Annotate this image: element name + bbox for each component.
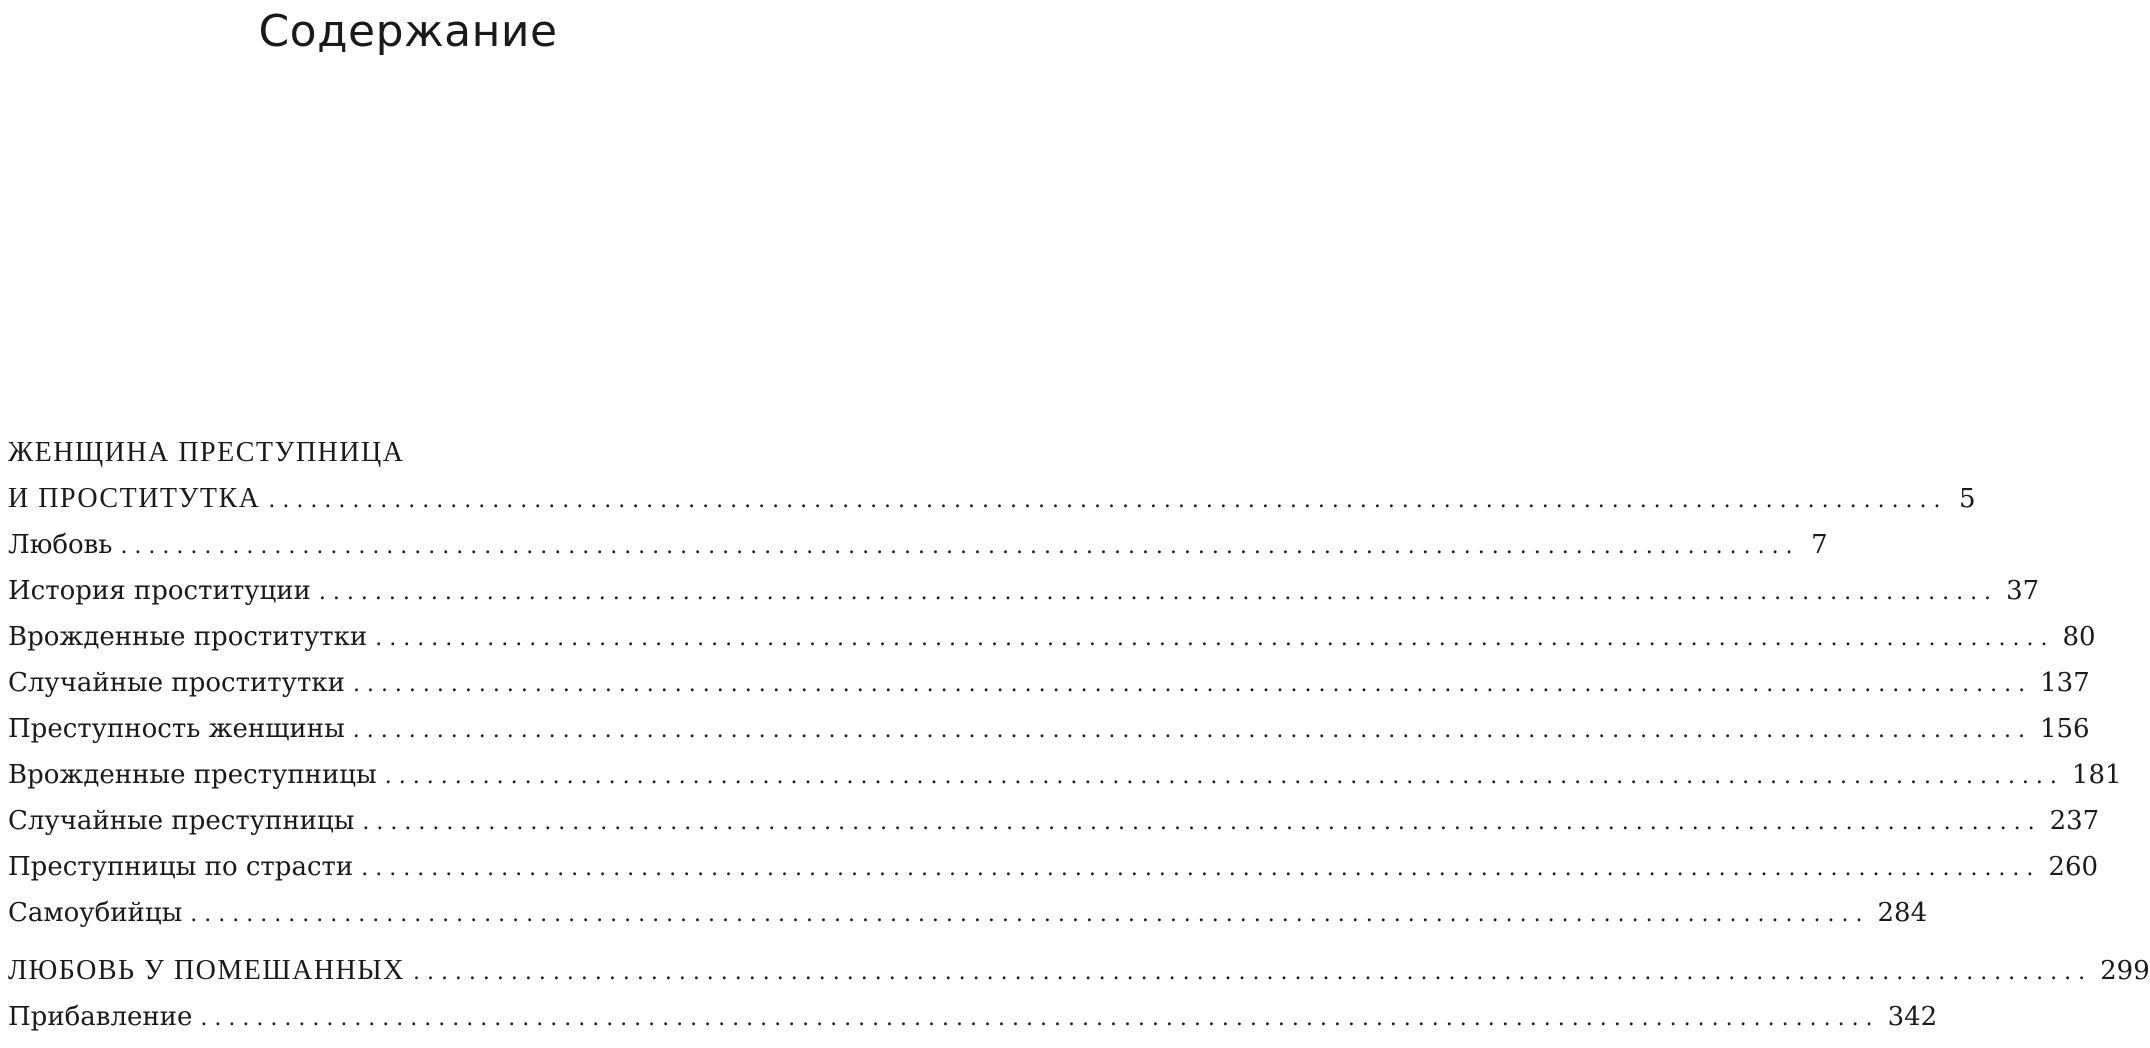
toc-chapter-label: Врожденные преступницы bbox=[8, 760, 377, 790]
toc-part-title-line1: ЖЕНЩИНА ПРЕСТУПНИЦА bbox=[8, 437, 405, 468]
toc-chapter-label: Врожденные проститутки bbox=[8, 622, 368, 652]
toc-page-number: 284 bbox=[1877, 898, 1928, 928]
toc-appendix-label: Прибавление bbox=[8, 1002, 193, 1032]
toc-part-love-insane[interactable] bbox=[8, 948, 2150, 994]
toc-chapter-item[interactable] bbox=[8, 660, 2090, 706]
toc-appendix[interactable] bbox=[8, 994, 1938, 1040]
toc-chapter-item[interactable] bbox=[8, 844, 2099, 890]
toc-page-number: 5 bbox=[1959, 484, 1976, 514]
toc-page-number: 137 bbox=[2040, 668, 2090, 698]
toc-page-number: 299 bbox=[2100, 956, 2150, 986]
dot-leader: ........................................................................................................................ bbox=[190, 902, 1870, 927]
toc-page-number: 37 bbox=[2006, 576, 2040, 606]
toc-chapter-item[interactable] bbox=[8, 798, 2100, 844]
toc-chapter-label: Любовь bbox=[8, 530, 113, 560]
toc-part-title: ЛЮБОВЬ У ПОМЕШАННЫХ bbox=[8, 955, 405, 986]
dot-leader: ........................................................................................................................ bbox=[375, 626, 2055, 651]
dot-leader: ........................................................................................................................ bbox=[412, 960, 2093, 985]
toc-part-women-criminal[interactable] bbox=[8, 430, 1976, 522]
dot-leader: ........................................................................................................................ bbox=[318, 580, 1999, 605]
toc-page-number: 80 bbox=[2062, 622, 2096, 652]
toc-page-number: 156 bbox=[2039, 714, 2090, 744]
toc-chapter-list bbox=[8, 522, 2122, 936]
toc-chapter-item[interactable] bbox=[8, 890, 1928, 936]
table-of-contents bbox=[8, 430, 2150, 1040]
dot-leader: ........................................................................................................................ bbox=[120, 534, 1800, 559]
toc-chapter-item[interactable] bbox=[8, 568, 2040, 614]
toc-chapter-label: Случайные преступницы bbox=[8, 806, 355, 836]
toc-page-number: 181 bbox=[2071, 760, 2122, 790]
toc-page-number: 7 bbox=[1811, 530, 1828, 560]
toc-chapter-item[interactable] bbox=[8, 614, 2096, 660]
toc-chapter-label: Случайные проститутки bbox=[8, 668, 345, 698]
dot-leader: ........................................................................................................................ bbox=[361, 856, 2041, 881]
page-title: Содержание bbox=[258, 6, 558, 57]
toc-chapter-label: История проституции bbox=[8, 576, 311, 606]
toc-chapter-item[interactable] bbox=[8, 522, 1828, 568]
toc-page-number: 342 bbox=[1887, 1002, 1938, 1032]
dot-leader: ........................................................................................................................ bbox=[268, 488, 1948, 513]
toc-chapter-label: Преступницы по страсти bbox=[8, 852, 354, 882]
toc-chapter-label: Самоубийцы bbox=[8, 898, 183, 928]
toc-page-number: 260 bbox=[2048, 852, 2099, 882]
dot-leader: ........................................................................................................................ bbox=[352, 718, 2032, 743]
toc-chapter-item[interactable] bbox=[8, 706, 2090, 752]
dot-leader: ........................................................................................................................ bbox=[352, 672, 2033, 697]
toc-page-number: 237 bbox=[2049, 806, 2100, 836]
dot-leader: ........................................................................................................................ bbox=[384, 764, 2064, 789]
dot-leader: ........................................................................................................................ bbox=[362, 810, 2042, 835]
toc-chapter-item[interactable] bbox=[8, 752, 2122, 798]
toc-chapter-label: Преступность женщины bbox=[8, 714, 345, 744]
toc-part-title-line2: И ПРОСТИТУТКА bbox=[8, 483, 261, 514]
dot-leader: ........................................................................................................................ bbox=[200, 1006, 1880, 1031]
